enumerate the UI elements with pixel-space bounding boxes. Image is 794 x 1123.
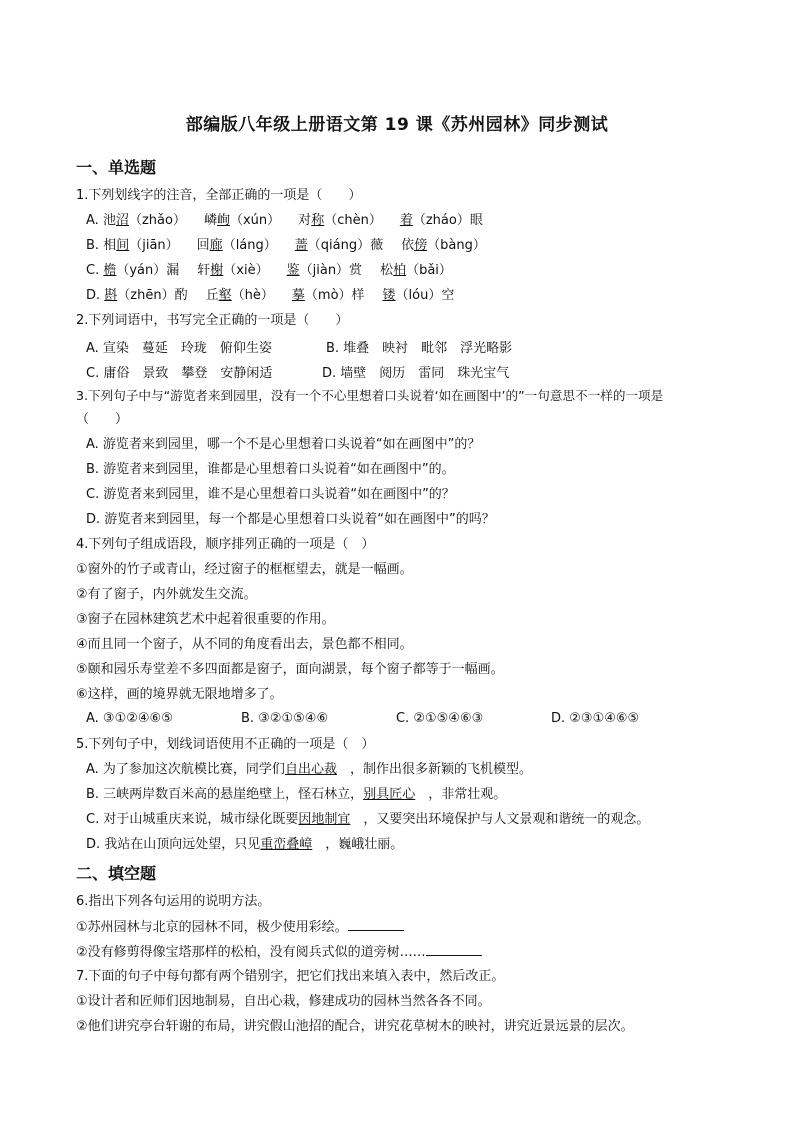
option-text: 嶙 — [203, 213, 217, 228]
option-text: 池 — [102, 213, 116, 228]
question-1-option-d — [86, 287, 454, 305]
answer-blank[interactable] — [348, 918, 404, 931]
document-title: 部编版八年级上册语文第 19 课《苏州园林》同步测试 — [185, 115, 609, 135]
section-heading-fill-blank: 二、填空题 — [76, 864, 157, 883]
section-heading-single-choice: 一、单选题 — [76, 158, 157, 177]
question-5-option-d — [86, 836, 403, 854]
option-text: （xiè） — [223, 263, 269, 278]
question-6-item-1 — [76, 918, 404, 937]
question-3-stem: 3.下列句子中与“游览者来到园里，没有一个不心里想着口头说着‘如在画图中’的”一句意思不一样的一项是 — [76, 388, 664, 403]
question-5-stem: 5.下列句子中，划线词语使用不正确的一项是（ ） — [76, 737, 375, 752]
option-text: 回 — [196, 238, 210, 253]
question-4-sentence-1: ①窗外的竹子或青山，经过窗子的框框望去，就是一幅画。 — [76, 562, 413, 577]
question-5-option-b — [86, 786, 506, 804]
option-text: ，非常壮观。 — [415, 787, 507, 802]
underlined-character: 镂 — [382, 288, 396, 303]
underlined-character: 称 — [311, 213, 325, 228]
option-text: （chèn） — [324, 213, 382, 228]
question-4-sentence-5: ⑤颐和园乐寿堂差不多四面都是窗子，面向湖景，每个窗子都等于一幅画。 — [76, 662, 504, 677]
question-5-option-a — [86, 761, 532, 779]
option-text: （jiàn）赏 — [299, 263, 363, 278]
underlined-character: 傍 — [414, 238, 428, 253]
question-4-sentence-2: ②有了窗子，内外就发生交流。 — [76, 587, 257, 602]
option-text: ，制作出很多新颖的飞机模型。 — [336, 762, 532, 777]
underlined-character: 摹 — [291, 288, 305, 303]
option-label: D. — [86, 288, 105, 303]
question-2-stem: 2.下列词语中，书写完全正确的一项是（ ） — [76, 313, 349, 328]
option-label: A. — [86, 213, 103, 228]
question-4-sentence-4: ④而且同一个窗子，从不同的角度看出去，景色都不相同。 — [76, 637, 413, 652]
question-4-option-a: A. ③①②④⑥⑤ — [86, 711, 173, 726]
option-text: A. 为了参加这次航模比赛，同学们 — [86, 762, 285, 777]
question-7-sentence-1: ①设计者和匠师们因地制易，自出心栽，修建成功的园林当然各各不同。 — [76, 994, 491, 1009]
question-4-sentence-3: ③窗子在园林建筑艺术中起着很重要的作用。 — [76, 612, 335, 627]
underlined-character: 斟 — [104, 288, 118, 303]
option-label: B. — [86, 238, 104, 253]
option-text: 轩 — [197, 263, 211, 278]
answer-blank[interactable] — [426, 943, 482, 956]
underlined-word: 重峦叠嶂 — [260, 837, 313, 852]
underlined-word: 别具匠心 — [363, 787, 416, 802]
underlined-character: 峋 — [216, 213, 230, 228]
question-1-option-a — [86, 212, 483, 230]
option-text: （qiáng）薇 — [307, 238, 384, 253]
question-1-option-b — [86, 237, 486, 255]
question-1-stem: 1.下列划线字的注音，全部正确的一项是（ ） — [76, 188, 362, 203]
option-text: （mò）样 — [304, 288, 365, 303]
underlined-word: 自出心裁 — [284, 762, 337, 777]
question-2-option-a: A. 宣染 蔓延 玲珑 俯仰生姿 — [86, 341, 272, 356]
underlined-character: 廊 — [209, 238, 223, 253]
option-text: （yán）漏 — [116, 263, 180, 278]
option-text: （xún） — [229, 213, 281, 228]
question-7-stem: 7.下面的句子中每句都有两个错别字，把它们找出来填入表中，然后改正。 — [76, 969, 505, 984]
question-4-sentence-6: ⑥这样，画的境界就无限地增多了。 — [76, 687, 283, 702]
option-label: C. — [86, 263, 104, 278]
underlined-character: 榭 — [210, 263, 224, 278]
option-text: 松 — [380, 263, 394, 278]
option-text: 丘 — [205, 288, 219, 303]
underlined-character: 壑 — [218, 288, 232, 303]
question-4-option-b: B. ③②①⑤④⑥ — [241, 711, 329, 726]
question-3-option-a: A. 游览者来到园里，哪一个不是心里想着口头说着“如在画图中”的？ — [86, 437, 481, 452]
underlined-word: 因地制宜 — [298, 812, 351, 827]
underlined-character: 沼 — [115, 213, 129, 228]
option-text: （zhēn）酌 — [117, 288, 188, 303]
option-text: （zháo）眼 — [412, 213, 483, 228]
question-2-option-b: B. 堆叠 映衬 毗邻 浮光略影 — [326, 341, 513, 356]
option-text: （zhǎo） — [128, 213, 186, 228]
question-2-option-d: D. 墙壁 阅历 雷同 珠光宝气 — [322, 366, 510, 381]
option-text: 对 — [298, 213, 312, 228]
question-1-option-c — [86, 262, 452, 280]
question-6-stem: 6.指出下列各句运用的说明方法。 — [76, 894, 271, 909]
underlined-character: 蔷 — [294, 238, 308, 253]
underlined-character: 柏 — [393, 263, 407, 278]
option-text: B. 三峡两岸数百米高的悬崖绝壁上，怪石林立， — [86, 787, 364, 802]
underlined-character: 着 — [399, 213, 413, 228]
option-text: （bàng） — [427, 238, 486, 253]
question-5-option-c — [86, 811, 649, 829]
underlined-character: 檐 — [103, 263, 117, 278]
option-text: （jiān） — [129, 238, 179, 253]
question-3-option-b: B. 游览者来到园里，谁都是心里想着口头说着“如在画图中”的。 — [86, 462, 455, 477]
option-text: （lóu）空 — [395, 288, 455, 303]
question-3-option-d: D. 游览者来到园里，每一个都是心里想着口头说着“如在画图中”的吗？ — [86, 512, 495, 527]
question-2-option-c: C. 庸俗 景致 攀登 安静闲适 — [86, 366, 273, 381]
option-text: D. 我站在山顶向远处望，只见 — [86, 837, 261, 852]
option-text: （hè） — [231, 288, 274, 303]
option-text: 相 — [103, 238, 117, 253]
item-text: ②没有修剪得像宝塔那样的松柏，没有阅兵式似的道旁树…… — [76, 945, 426, 960]
option-text: C. 对于山城重庆来说，城市绿化既要 — [86, 812, 299, 827]
option-text: ，又要突出环境保护与人文景观和谐统一的观念。 — [350, 812, 650, 827]
option-text: （bǎi） — [406, 263, 452, 278]
underlined-character: 鉴 — [286, 263, 300, 278]
question-4-option-d: D. ②③①④⑥⑤ — [551, 711, 640, 726]
question-6-item-2 — [76, 943, 482, 962]
option-text: ，巍峨壮丽。 — [312, 837, 404, 852]
option-text: （láng） — [222, 238, 277, 253]
question-3-stem-cont: （ ） — [76, 412, 129, 427]
question-4-stem: 4.下列句子组成语段，顺序排列正确的一项是（ ） — [76, 537, 375, 552]
item-text: ①苏州园林与北京的园林不同，极少使用彩绘。 — [76, 920, 348, 935]
question-7-sentence-2: ②他们讲究亭台轩谢的布局，讲究假山池招的配合，讲究花草树木的映衬，讲究近景远景的层次。 — [76, 1019, 634, 1034]
question-3-option-c: C. 游览者来到园里，谁不是心里想着口头说着“如在画图中”的？ — [86, 487, 455, 502]
underlined-character: 间 — [116, 238, 130, 253]
question-4-option-c: C. ②①⑤④⑥③ — [396, 711, 484, 726]
option-text: 依 — [401, 238, 415, 253]
